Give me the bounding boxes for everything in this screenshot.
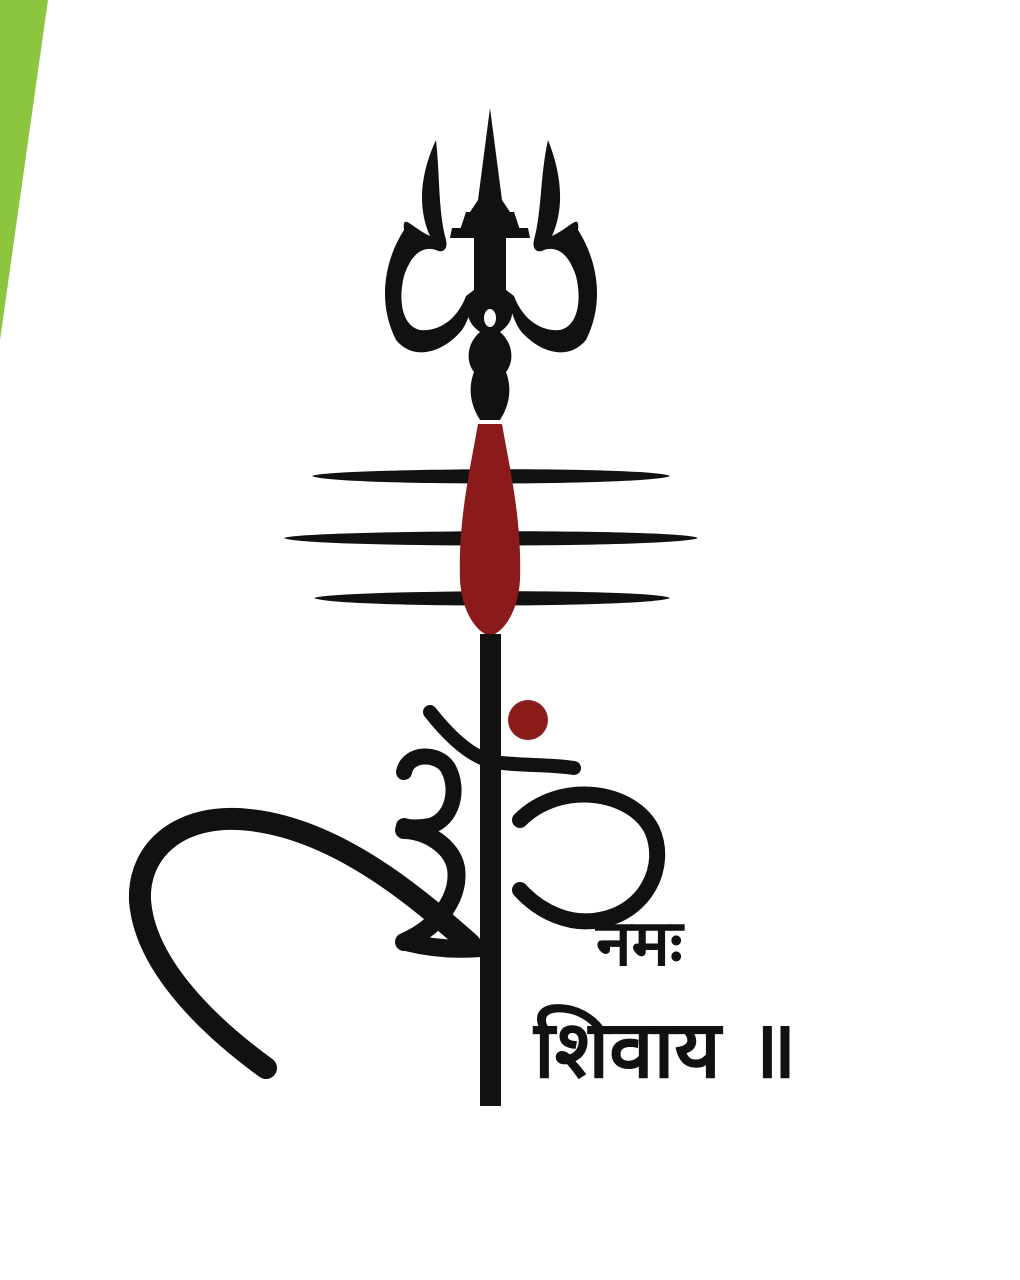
trishul-icon: [385, 108, 597, 420]
trishul-center-prong: [470, 108, 510, 212]
mantra-line-namah: नमः: [596, 907, 683, 981]
om-upper-loop: [404, 756, 454, 827]
trishul-crossbar: [450, 228, 530, 238]
om-tail-stroke: [520, 795, 657, 922]
trishul-knot-highlight: [484, 309, 496, 327]
trishul-right-prong: [506, 140, 597, 352]
om-bindu-dot: [508, 700, 548, 740]
trishul-center-blade: [460, 212, 520, 290]
red-tilak-icon: [460, 424, 520, 636]
trishul-left-prong: [385, 140, 474, 352]
mantra-line-shivaya: शिवाय ॥: [534, 1003, 797, 1096]
trishul-staff: [480, 634, 501, 1106]
om-swirl-join: [406, 942, 480, 949]
